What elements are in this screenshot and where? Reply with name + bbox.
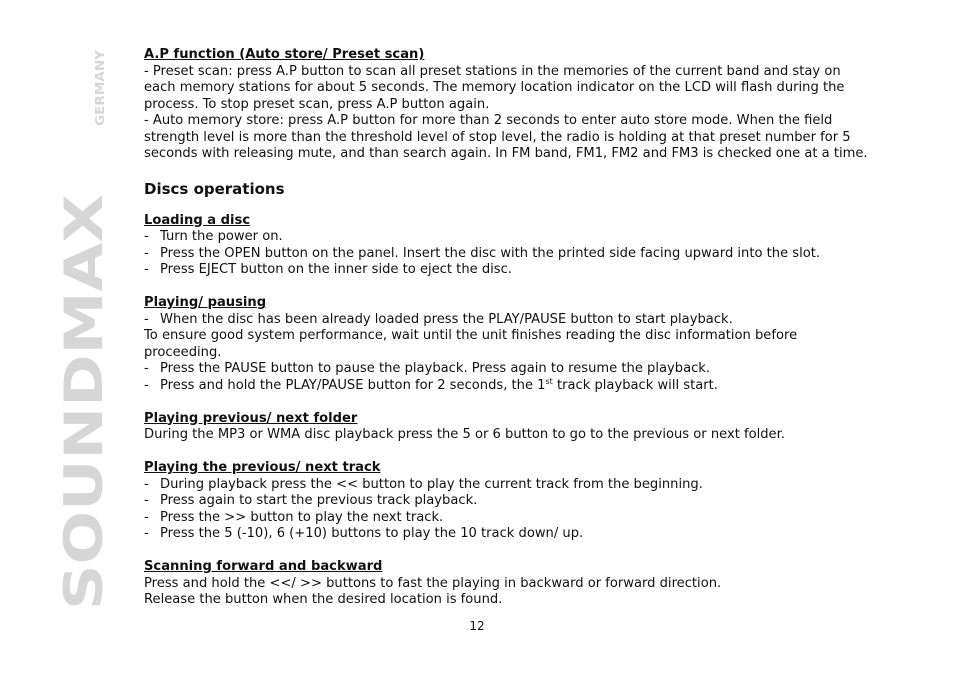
list-item-text: Press the PAUSE button to pause the playback. Press again to resume the playback. bbox=[160, 361, 711, 376]
brand-logo bbox=[52, 48, 115, 612]
list-item-text: Press the OPEN button on the panel. Insert the disc with the printed side facing upward into the slot. bbox=[160, 245, 821, 261]
dash-bullet: - bbox=[144, 509, 149, 525]
list-item bbox=[144, 312, 924, 329]
dash-bullet: - bbox=[144, 229, 149, 244]
playing-note: To ensure good system performance, wait until the unit finishes reading the disc information before bbox=[144, 328, 798, 343]
list-item bbox=[144, 246, 924, 263]
list-item bbox=[144, 361, 924, 378]
playing-pausing-heading: Playing/ pausing bbox=[144, 295, 267, 310]
scanning-heading: Scanning forward and backward bbox=[144, 559, 383, 574]
dash-bullet: - bbox=[144, 262, 149, 277]
list-item-text: Press again to start the previous track playback. bbox=[160, 493, 478, 508]
superscript-ordinal: st bbox=[545, 376, 553, 386]
ap-line: process. To stop preset scan, press A.P button again. bbox=[144, 96, 490, 112]
list-item-text: Press the >> button to play the next track. bbox=[160, 509, 444, 525]
list-item bbox=[144, 229, 924, 246]
logo-brand-text: SOUNDMAX bbox=[54, 260, 115, 610]
list-item-text: During playback press the << button to play the current track from the beginning. bbox=[160, 476, 703, 492]
dash-bullet: - bbox=[144, 245, 149, 261]
list-item-text: Press and hold the PLAY/PAUSE button for 2 seconds, the 1 bbox=[160, 377, 546, 393]
ap-line: seconds with releasing mute, and than search again. In FM band, FM1, FM2 and FM3 is checked one at a time. bbox=[144, 146, 868, 161]
playing-list-2 bbox=[144, 361, 924, 394]
list-item bbox=[144, 378, 924, 395]
logo-subtitle-text: GERMANY bbox=[93, 58, 107, 126]
dash-bullet: - bbox=[144, 526, 149, 541]
ap-line: - Auto memory store: press A.P button for more than 2 seconds to enter auto store mode. When the field bbox=[144, 113, 833, 128]
list-item bbox=[144, 510, 924, 527]
scanning-line: Release the button when the desired location is found. bbox=[144, 592, 503, 607]
dash-bullet: - bbox=[144, 377, 149, 393]
dash-bullet: - bbox=[144, 311, 149, 327]
ap-line: - Preset scan: press A.P button to scan all preset stations in the memories of the current band and stay on bbox=[144, 63, 841, 79]
dash-bullet: - bbox=[144, 361, 149, 376]
loading-disc-heading: Loading a disc bbox=[144, 212, 251, 228]
list-item-text: track playback will start. bbox=[552, 377, 718, 393]
ap-function-heading: A.P function (Auto store/ Preset scan) bbox=[144, 47, 425, 62]
folder-text: During the MP3 or WMA disc playback press the 5 or 6 button to go to the previous or next folder. bbox=[144, 427, 785, 442]
ap-line: strength level is more than the threshold level of stop level, the radio is holding at that preset number for 5 bbox=[144, 129, 851, 145]
ap-line: each memory stations for about 5 seconds. The memory location indicator on the LCD will flash during the bbox=[144, 80, 845, 95]
discs-operations-title: Discs operations bbox=[144, 179, 285, 198]
list-item bbox=[144, 477, 924, 494]
dash-bullet: - bbox=[144, 476, 149, 492]
list-item-text: Press EJECT button on the inner side to eject the disc. bbox=[160, 262, 512, 277]
folder-heading: Playing previous/ next folder bbox=[144, 410, 358, 426]
list-item-text: Turn the power on. bbox=[160, 229, 283, 244]
list-item bbox=[144, 493, 924, 510]
list-item-text: When the disc has been already loaded press the PLAY/PAUSE button to start playback. bbox=[160, 311, 733, 327]
list-item-text: Press the 5 (-10), 6 (+10) buttons to play the 10 track down/ up. bbox=[160, 526, 584, 541]
page-number: 12 bbox=[469, 619, 485, 633]
dash-bullet: - bbox=[144, 493, 149, 508]
list-item bbox=[144, 526, 924, 543]
loading-disc-list bbox=[144, 229, 924, 279]
list-item bbox=[144, 262, 924, 279]
manual-page-content bbox=[144, 47, 924, 609]
playing-note: proceeding. bbox=[144, 344, 222, 360]
playing-list-1 bbox=[144, 312, 924, 329]
scanning-line: Press and hold the <</ >> buttons to fast the playing in backward or forward direction. bbox=[144, 575, 722, 591]
track-list bbox=[144, 477, 924, 543]
track-heading: Playing the previous/ next track bbox=[144, 460, 381, 475]
